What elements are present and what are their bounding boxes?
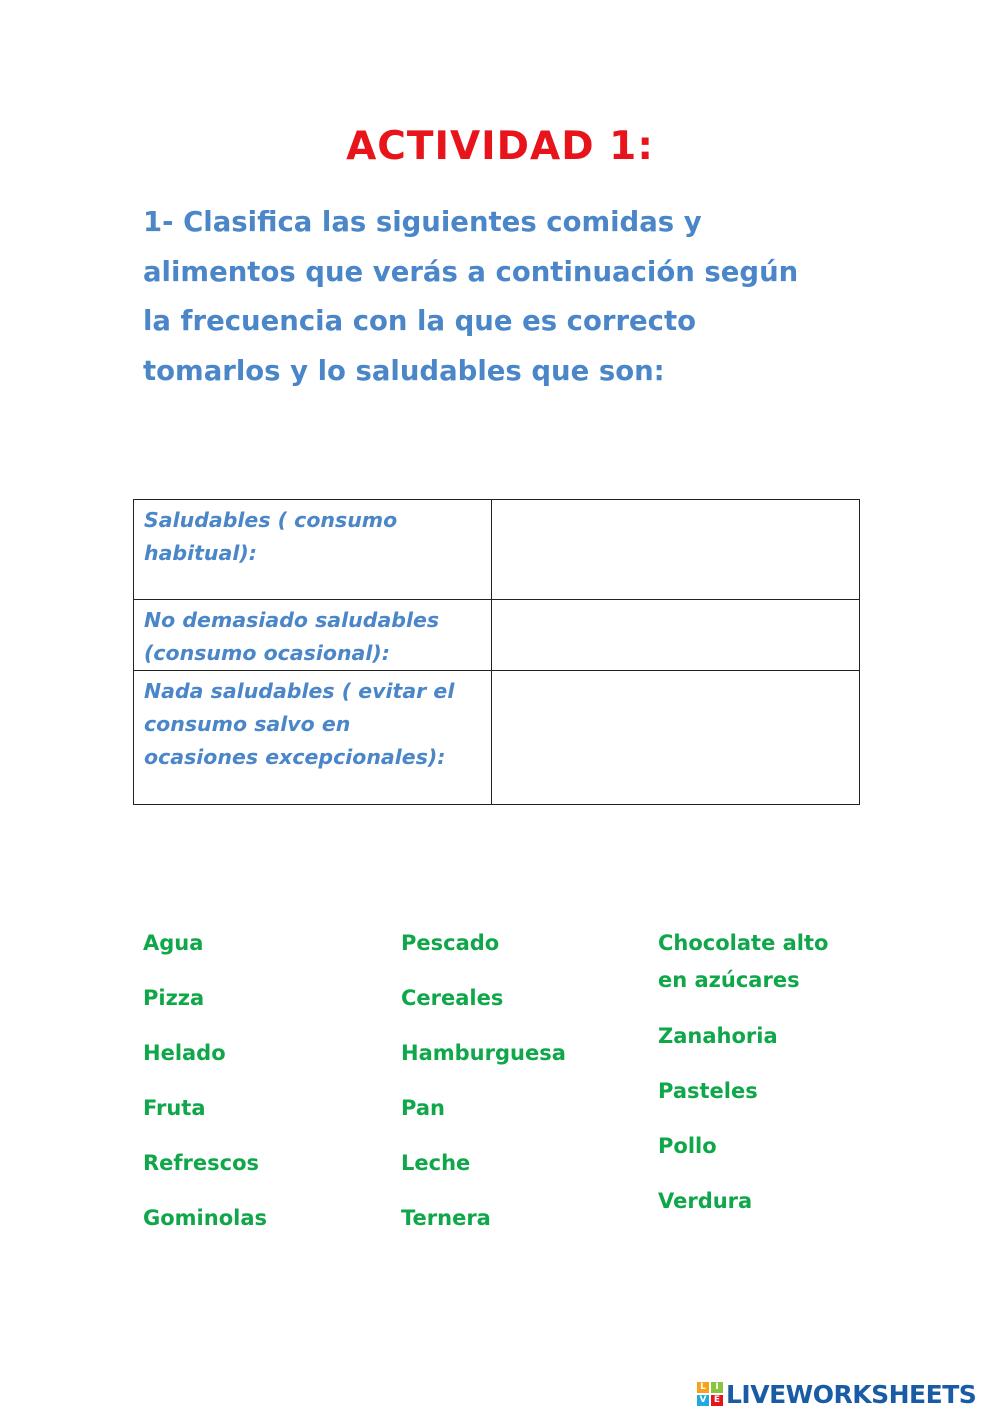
instruction-line: 1- Clasifica las siguientes comidas y — [143, 206, 702, 238]
food-word[interactable]: Cereales — [401, 986, 504, 1010]
table-row — [134, 600, 860, 671]
label-line: habitual): — [144, 541, 257, 565]
classification-table — [133, 499, 860, 805]
page-title: ACTIVIDAD 1: — [346, 124, 654, 169]
food-word[interactable]: Chocolate alto — [658, 931, 829, 955]
food-word[interactable]: Agua — [143, 931, 204, 955]
food-word[interactable]: Fruta — [143, 1096, 206, 1120]
category-label-unhealthy — [134, 671, 492, 805]
answer-cell-occasional[interactable] — [491, 600, 859, 671]
instruction-line: la frecuencia con la que es correcto — [143, 305, 696, 337]
logo-letter: E — [711, 1395, 723, 1406]
food-word[interactable]: Gominolas — [143, 1206, 267, 1230]
label-line: Nada saludables ( evitar el — [144, 679, 455, 703]
label-line: ocasiones excepcionales): — [144, 745, 446, 769]
category-label-healthy — [134, 500, 492, 600]
instructions — [143, 198, 903, 396]
food-word[interactable]: Pescado — [401, 931, 500, 955]
instruction-line: alimentos que verás a continuación según — [143, 255, 799, 288]
instruction-line: tomarlos y lo saludables que son: — [143, 354, 665, 387]
food-word[interactable]: Pasteles — [658, 1079, 758, 1103]
category-label-occasional — [134, 600, 492, 671]
food-word[interactable]: Pan — [401, 1096, 445, 1120]
food-word[interactable]: Hamburguesa — [401, 1041, 566, 1065]
brand-text: LIVEWORKSHEETS — [726, 1379, 977, 1409]
liveworksheets-logo-icon — [697, 1382, 723, 1406]
table-row — [134, 500, 860, 600]
food-word[interactable]: Pollo — [658, 1134, 717, 1158]
food-word[interactable]: Pizza — [143, 986, 205, 1010]
food-word[interactable]: Refrescos — [143, 1151, 260, 1175]
answer-cell-unhealthy[interactable] — [491, 671, 859, 805]
food-word[interactable]: Leche — [401, 1151, 471, 1175]
label-line: No demasiado saludables — [144, 608, 440, 632]
logo-letter: I — [711, 1382, 723, 1393]
food-word[interactable]: Zanahoria — [658, 1024, 778, 1048]
food-word[interactable]: Verdura — [658, 1189, 753, 1213]
label-line: Saludables ( consumo — [144, 508, 398, 532]
food-word[interactable]: Helado — [143, 1041, 226, 1065]
answer-cell-healthy[interactable] — [491, 500, 859, 600]
liveworksheets-brand — [697, 1379, 976, 1409]
table-row — [134, 671, 860, 805]
logo-letter: L — [697, 1382, 709, 1393]
food-word[interactable]: Ternera — [401, 1206, 491, 1230]
label-line: (consumo ocasional): — [144, 641, 390, 665]
logo-letter: V — [697, 1395, 709, 1406]
food-word[interactable]: en azúcares — [658, 968, 800, 992]
label-line: consumo salvo en — [144, 712, 351, 736]
